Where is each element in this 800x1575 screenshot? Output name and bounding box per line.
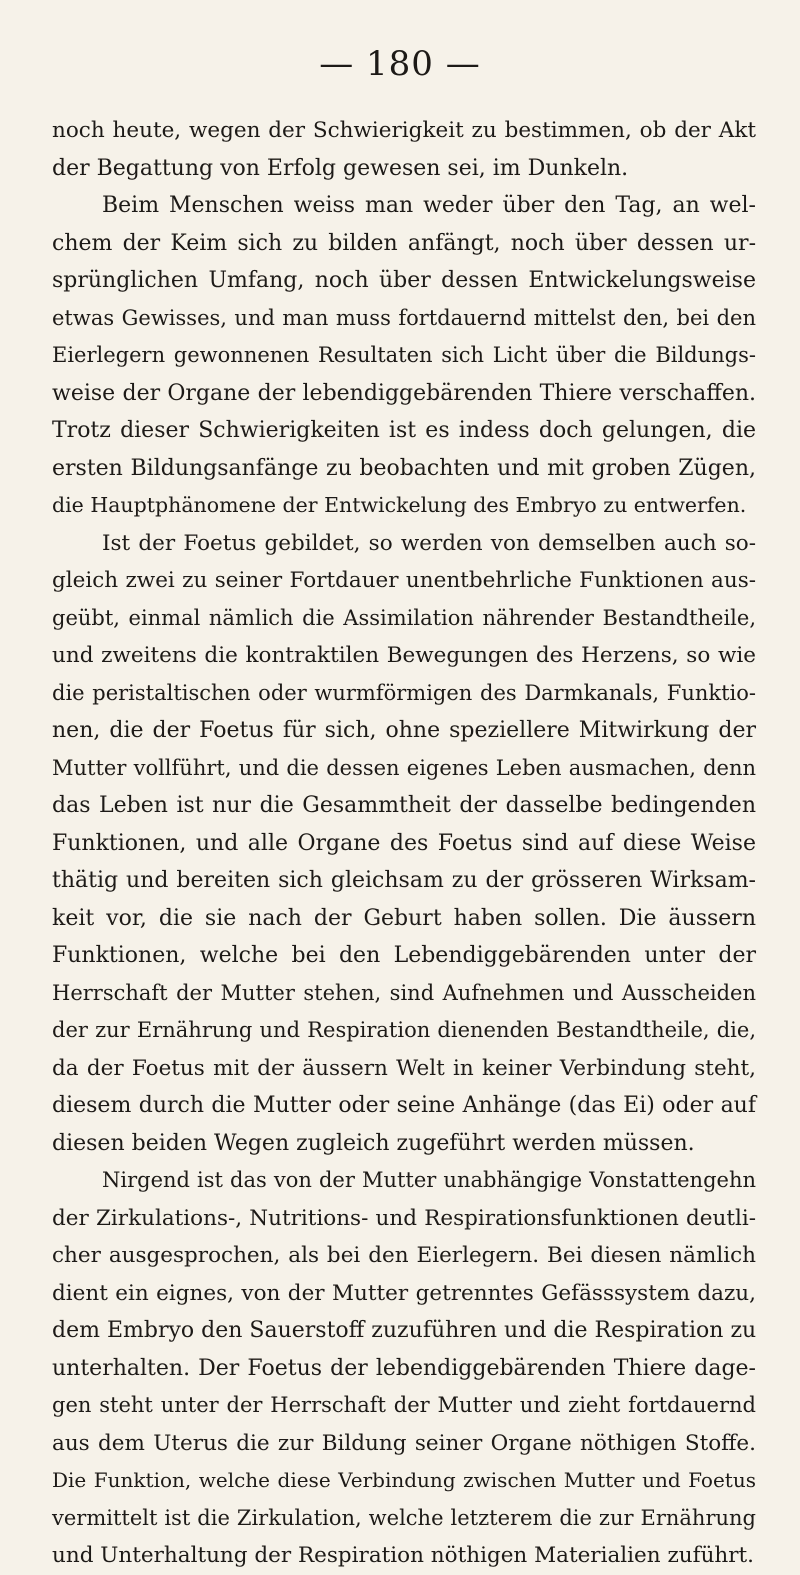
text-line: Mutter vollführt, und die dessen eigenes Leben ausmachen, denn [52,755,756,780]
text-line: chem der Keim sich zu bilden anfängt, noch über dessen ur- [52,230,756,256]
text-line: Funktionen, und alle Organe des Foetus sind auf diese Weise [52,830,756,856]
text-line: cher ausgesprochen, als bei den Eierlegern. Bei diesen nämlich [52,1243,756,1268]
page-number: — 180 — [319,44,481,84]
text-line: gleich zwei zu seiner Fortdauer unentbehrliche Funktionen aus- [52,568,756,593]
text-line: und zweitens die kontraktilen Bewegungen des Herzens, so wie [52,643,756,668]
text-line: Ist der Foetus gebildet, so werden von demselben auch so- [102,530,756,556]
text-line: Die Funktion, welche diese Verbindung zwischen Mutter und Foetus [52,1468,756,1492]
body-text [52,112,756,1575]
text-line: Beim Menschen weiss man weder über den Tag, an wel- [102,193,756,218]
text-line: Nirgend ist das von der Mutter unabhängige Vonstattengehn [102,1168,756,1192]
text-line: thätig und bereiten sich gleichsam zu der grösseren Wirksam- [52,868,756,893]
text-line: noch heute, wegen der Schwierigkeit zu bestimmen, ob der Akt [52,118,756,143]
text-line: Trotz dieser Schwierigkeiten ist es indess doch gelungen, die [52,418,756,443]
text-line: da der Foetus mit der äussern Welt in keiner Verbindung steht, [52,1055,756,1081]
text-line: etwas Gewisses, und man muss fortdauernd mittelst den, bei den [52,305,756,330]
text-line: geübt, einmal nämlich die Assimilation nährender Bestandtheile, [52,605,756,630]
text-line: diesen beiden Wegen zugleich zugeführt werden müssen. [52,1130,695,1156]
text-line: Funktionen, welche bei den Lebendiggebärenden unter der [52,943,756,968]
text-line: Eierlegern gewonnenen Resultaten sich Licht über die Bildungs- [52,343,756,367]
text-line: der Zirkulations-, Nutritions- und Respirationsfunktionen deutli- [52,1205,756,1231]
text-line: weise der Organe der lebendiggebärenden Thiere verschaffen. [52,380,756,406]
text-line: Herrschaft der Mutter stehen, sind Aufnehmen und Ausscheiden [52,980,756,1005]
text-line: keit vor, die sie nach der Geburt haben sollen. Die äussern [52,905,756,931]
text-line: das Leben ist nur die Gesammtheit der dasselbe bedingenden [52,793,756,818]
text-line: der zur Ernährung und Respiration dienenden Bestandtheile, die, [52,1018,756,1042]
text-line: aus dem Uterus die zur Bildung seiner Organe nöthigen Stoffe. [52,1430,756,1456]
text-line: ersten Bildungsanfänge zu beobachten und mit groben Zügen, [52,455,756,481]
text-line: gen steht unter der Herrschaft der Mutter und zieht fortdauernd [52,1393,756,1417]
text-line: dem Embryo den Sauerstoff zuzuführen und die Respiration zu [52,1318,757,1343]
text-line: diesem durch die Mutter oder seine Anhänge (das Ei) oder auf [52,1093,756,1118]
text-line: der Begattung von Erfolg gewesen sei, im Dunkeln. [52,155,629,181]
text-line: und Unterhaltung der Respiration nöthigen Materialien zuführt. [52,1543,755,1568]
text-line: vermittelt ist die Zirkulation, welche letzterem die zur Ernährung [52,1505,756,1530]
text-line: sprünglichen Umfang, noch über dessen Entwickelungsweise [52,268,756,293]
text-line: die Hauptphänomene der Entwickelung des Embryo zu entwerfen. [52,493,747,517]
text-line: unterhalten. Der Foetus der lebendiggebärenden Thiere dage- [52,1355,756,1381]
text-line: nen, die der Foetus für sich, ohne speziellere Mitwirkung der [52,718,756,743]
text-line: dient ein eignes, von der Mutter getrenntes Gefässsystem dazu, [52,1280,756,1306]
text-line: die peristaltischen oder wurmförmigen des Darmkanals, Funktio- [52,680,756,705]
